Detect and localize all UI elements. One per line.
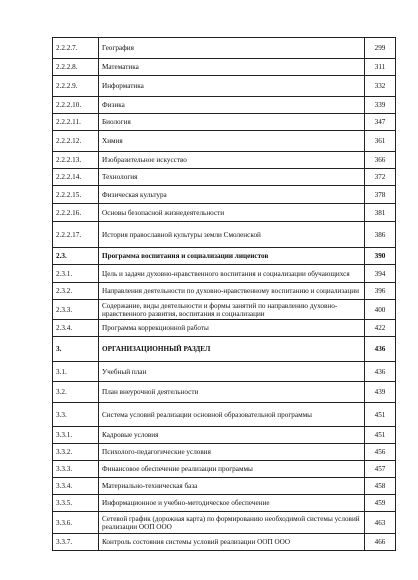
section-number: 2.2.2.15.	[53, 186, 99, 204]
table-row	[53, 478, 396, 495]
section-number: 3.1.	[53, 362, 99, 382]
page-number: 372	[365, 169, 396, 186]
section-title: Программа коррекционной работы	[99, 320, 365, 337]
section-title: Психолого-педагогические условия	[99, 444, 365, 461]
toc-page	[52, 37, 394, 551]
section-number: 2.2.2.12.	[53, 131, 99, 152]
section-number: 2.3.4.	[53, 320, 99, 337]
page-number: 466	[365, 534, 396, 551]
table-row	[53, 59, 396, 76]
table-row	[53, 131, 396, 152]
page-number: 366	[365, 152, 396, 169]
section-number: 3.3.1.	[53, 427, 99, 444]
table-row	[53, 444, 396, 461]
section-number: 2.2.2.8.	[53, 59, 99, 76]
section-title: Система условий реализации основной образовательной программы	[99, 403, 365, 427]
page-number: 339	[365, 97, 396, 114]
table-row	[53, 97, 396, 114]
table-row	[53, 169, 396, 186]
page-number: 390	[365, 248, 396, 265]
section-title: Основы безопасной жизнедеятельности	[99, 204, 365, 222]
section-title: ОРГАНИЗАЦИОННЫЙ РАЗДЕЛ	[99, 337, 365, 362]
section-number: 2.2.2.10.	[53, 97, 99, 114]
page-number: 400	[365, 300, 396, 320]
section-number: 3.3.7.	[53, 534, 99, 551]
table-row	[53, 403, 396, 427]
section-number: 2.2.2.7.	[53, 38, 99, 59]
table-row	[53, 248, 396, 265]
page-number: 311	[365, 59, 396, 76]
section-number: 2.2.2.9.	[53, 76, 99, 97]
section-title: Химия	[99, 131, 365, 152]
page-number: 451	[365, 403, 396, 427]
section-number: 3.2.	[53, 382, 99, 403]
page-number: 436	[365, 337, 396, 362]
page-number: 457	[365, 461, 396, 478]
section-number: 3.3.2.	[53, 444, 99, 461]
section-title: Финансовое обеспечение реализации программы	[99, 461, 365, 478]
table-of-contents	[52, 37, 396, 551]
page-number: 396	[365, 283, 396, 300]
section-title: Технология	[99, 169, 365, 186]
section-title: История православной культуры земли Смоленской	[99, 222, 365, 248]
table-row	[53, 495, 396, 512]
section-number: 3.3.6.	[53, 512, 99, 534]
section-number: 3.3.3.	[53, 461, 99, 478]
page-number: 394	[365, 265, 396, 283]
page-number: 458	[365, 478, 396, 495]
table-row	[53, 265, 396, 283]
page-number: 451	[365, 427, 396, 444]
section-title: Кадровые условия	[99, 427, 365, 444]
section-title: Цель и задачи духовно-нравственного воспитания и социализации обучающихся	[99, 265, 365, 283]
page-number: 463	[365, 512, 396, 534]
section-number: 2.3.3.	[53, 300, 99, 320]
section-number: 2.2.2.13.	[53, 152, 99, 169]
page-number: 436	[365, 362, 396, 382]
table-row	[53, 204, 396, 222]
section-number: 2.3.	[53, 248, 99, 265]
table-row	[53, 114, 396, 131]
section-number: 3.3.4.	[53, 478, 99, 495]
table-row	[53, 337, 396, 362]
page-number: 459	[365, 495, 396, 512]
table-row	[53, 320, 396, 337]
section-number: 3.	[53, 337, 99, 362]
table-row	[53, 427, 396, 444]
section-title: Биология	[99, 114, 365, 131]
table-row	[53, 222, 396, 248]
section-title: Направления деятельности по духовно-нравственному воспитанию и социализации	[99, 283, 365, 300]
section-title: Изобразительное искусство	[99, 152, 365, 169]
section-title: Информационное и учебно-методическое обеспечение	[99, 495, 365, 512]
page-number: 386	[365, 222, 396, 248]
toc-body	[53, 38, 396, 551]
table-row	[53, 461, 396, 478]
table-row	[53, 283, 396, 300]
section-number: 2.3.1.	[53, 265, 99, 283]
table-row	[53, 362, 396, 382]
section-number: 2.2.2.16.	[53, 204, 99, 222]
page-number: 299	[365, 38, 396, 59]
section-title: Материально-техническая база	[99, 478, 365, 495]
page-number: 347	[365, 114, 396, 131]
section-title: Математика	[99, 59, 365, 76]
section-title: Программа воспитания и социализации лицеистов	[99, 248, 365, 265]
section-title: Содержание, виды деятельности и формы занятий по направлению духовно-нравственного развития, воспитания и социализации	[99, 300, 365, 320]
section-title: География	[99, 38, 365, 59]
table-row	[53, 186, 396, 204]
section-title: Информатика	[99, 76, 365, 97]
table-row	[53, 300, 396, 320]
page-number: 456	[365, 444, 396, 461]
page-number: 361	[365, 131, 396, 152]
section-number: 3.3.	[53, 403, 99, 427]
table-row	[53, 512, 396, 534]
table-row	[53, 152, 396, 169]
table-row	[53, 382, 396, 403]
section-title: Физика	[99, 97, 365, 114]
page-number: 378	[365, 186, 396, 204]
table-row	[53, 38, 396, 59]
section-number: 3.3.5.	[53, 495, 99, 512]
section-number: 2.2.2.17.	[53, 222, 99, 248]
table-row	[53, 76, 396, 97]
section-number: 2.3.2.	[53, 283, 99, 300]
page-number: 439	[365, 382, 396, 403]
page-number: 381	[365, 204, 396, 222]
section-title: Физическая культура	[99, 186, 365, 204]
section-number: 2.2.2.14.	[53, 169, 99, 186]
page-number: 332	[365, 76, 396, 97]
section-number: 2.2.2.11.	[53, 114, 99, 131]
section-title: План внеурочной деятельности	[99, 382, 365, 403]
section-title: Сетевой график (дорожная карта) по формированию необходимой системы условий реализации ООП ООО	[99, 512, 365, 534]
section-title: Контроль состояния системы условий реализации ООП ООО	[99, 534, 365, 551]
section-title: Учебный план	[99, 362, 365, 382]
table-row	[53, 534, 396, 551]
page-number: 422	[365, 320, 396, 337]
